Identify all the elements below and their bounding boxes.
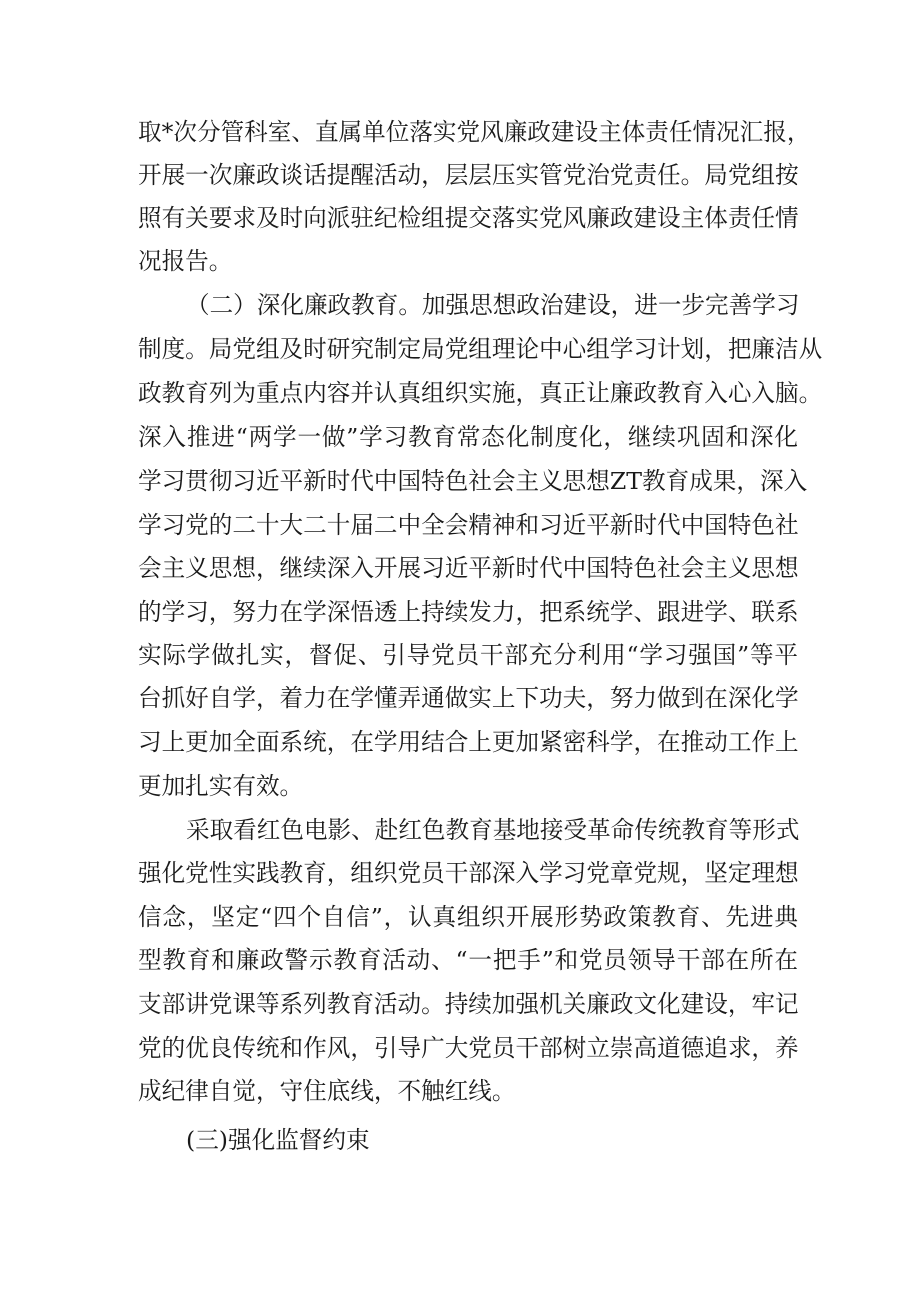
text-line: 成纪律自觉，守住底线，不触红线。: [138, 1077, 516, 1105]
text-line: 台抓好自学，着力在学懂弄通做实上下功夫，努力做到在深化学: [138, 684, 799, 712]
text-line: 信念，坚定“四个自信”，认真组织开展形势政策教育、先进典: [138, 903, 798, 931]
text-line: 支部讲党课等系列教育活动。持续加强机关廉政文化建设，牢记: [138, 990, 799, 1018]
text-line: 深入推进“两学一做”学习教育常态化制度化，继续巩固和深化: [138, 423, 798, 451]
section-heading-line: (三)强化监督约束: [186, 1126, 370, 1154]
text-line: 学习贯彻习近平新时代中国特色社会主义思想ZT教育成果，深入: [138, 467, 808, 495]
text-line: 开展一次廉政谈话提醒活动，层层压实管党治党责任。局党组按: [138, 161, 799, 189]
text-line: 会主义思想，继续深入开展习近平新时代中国特色社会主义思想: [138, 554, 799, 582]
text-line: 照有关要求及时向派驻纪检组提交落实党风廉政建设主体责任情: [138, 204, 799, 232]
text-line: 的学习，努力在学深悟透上持续发力，把系统学、跟进学、联系: [138, 598, 799, 626]
text-line: 型教育和廉政警示教育活动、“一把手”和党员领导干部在所在: [138, 946, 798, 974]
text-line: 学习党的二十大二十届二中全会精神和习近平新时代中国特色社: [138, 511, 799, 539]
text-line: 取*次分管科室、直属单位落实党风廉政建设主体责任情况汇报，: [138, 118, 811, 146]
text-line: 党的优良传统和作风，引导广大党员干部树立崇高道德追求，养: [138, 1034, 799, 1062]
text-line: 习上更加全面系统，在学用结合上更加紧密科学，在推动工作上: [138, 728, 799, 756]
text-line: 采取看红色电影、赴红色教育基地接受革命传统教育等形式: [186, 816, 800, 844]
text-line: 况报告。: [138, 247, 233, 275]
text-line: 实际学做扎实，督促、引导党员干部充分利用“学习强国”等平: [138, 641, 798, 669]
text-line: 制度。局党组及时研究制定局党组理论中心组学习计划，把廉洁从: [138, 335, 823, 363]
text-line: 更加扎实有效。: [138, 772, 304, 800]
text-line: 政教育列为重点内容并认真组织实施，真正让廉政教育入心入脑。: [138, 379, 823, 407]
text-line: 强化党性实践教育，组织党员干部深入学习党章党规，坚定理想: [138, 859, 799, 887]
section-heading-line: （二）深化廉政教育。加强思想政治建设，进一步完善学习: [186, 291, 800, 319]
